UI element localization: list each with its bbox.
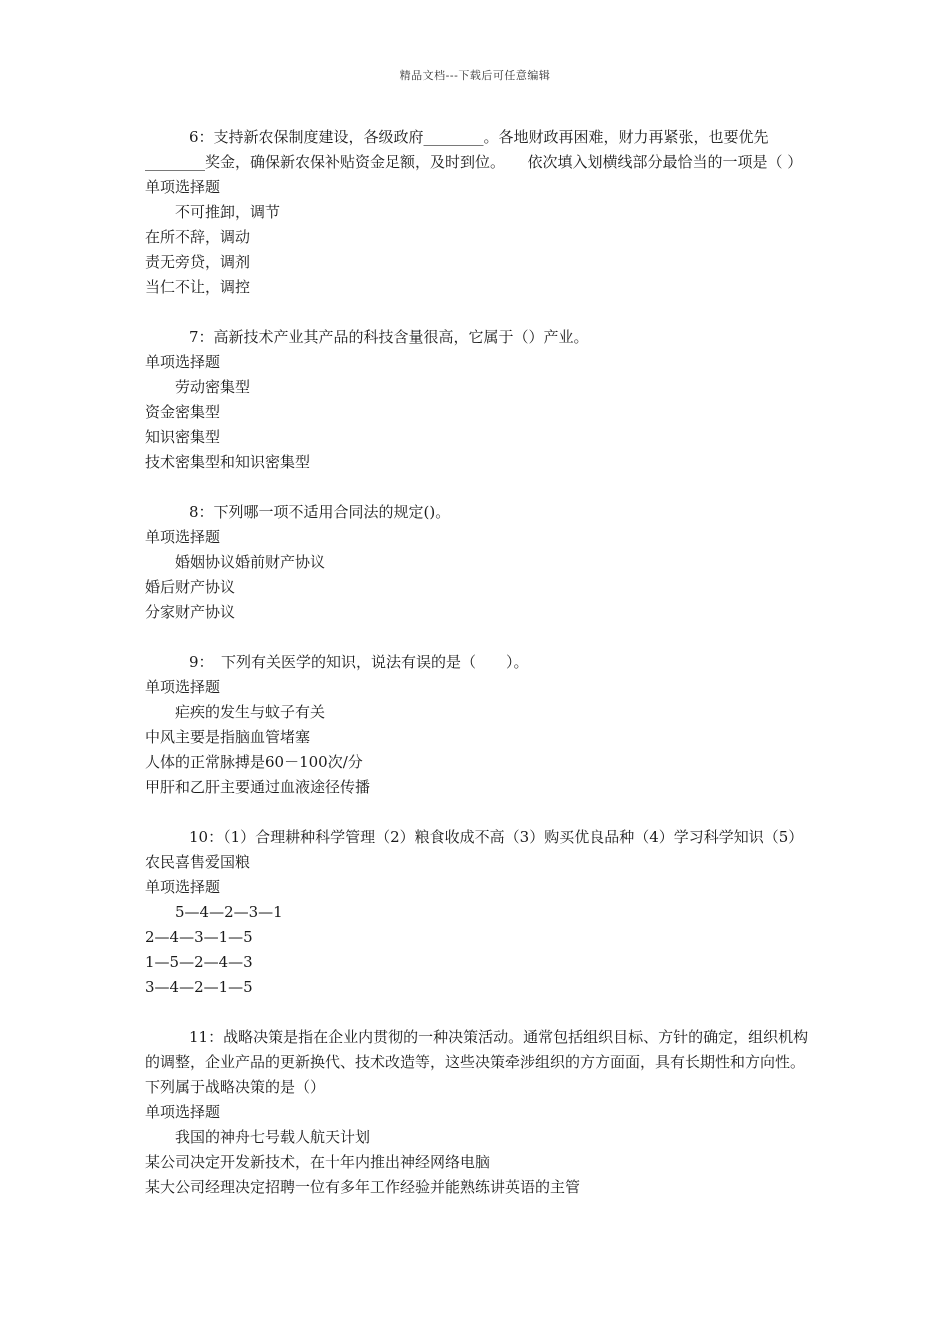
question-7 xyxy=(145,325,810,475)
option: 5—4—2—3—1 xyxy=(175,903,283,921)
page-header: 精品文档---下载后可任意编辑 xyxy=(399,69,551,82)
option: 我国的神舟七号载人航天计划 xyxy=(175,1128,371,1146)
question-stem: 9： 下列有关医学的知识，说法有误的是（ ）。 xyxy=(189,653,529,671)
option: 劳动密集型 xyxy=(175,378,251,396)
option: 1—5—2—4—3 xyxy=(145,953,253,971)
option: 婚后财产协议 xyxy=(145,578,236,596)
question-type: 单项选择题 xyxy=(145,1103,221,1121)
question-stem: 11：战略决策是指在企业内贯彻的一种决策活动。通常包括组织目标、方针的确定，组织机构的调整，企业产品的更新换代、技术改造等，这些决策牵涉组织的方方面面，具有长期性和方向性。下列属于战略决策的是（） xyxy=(145,1028,809,1096)
question-stem: 6：支持新农保制度建设，各级政府________。各地财政再困难，财力再紧张，也要优先________奖金，确保新农保补贴资金足额，及时到位。 依次填入划横线部分最恰当的一项是（ ） xyxy=(145,128,803,171)
question-list xyxy=(145,125,810,1225)
option: 资金密集型 xyxy=(145,403,221,421)
option: 在所不辞，调动 xyxy=(145,228,251,246)
question-6 xyxy=(145,125,810,300)
option: 2—4—3—1—5 xyxy=(145,928,253,946)
option: 当仁不让，调控 xyxy=(145,278,251,296)
option: 疟疾的发生与蚊子有关 xyxy=(175,703,326,721)
question-type: 单项选择题 xyxy=(145,178,221,196)
option: 某大公司经理决定招聘一位有多年工作经验并能熟练讲英语的主管 xyxy=(145,1178,581,1196)
question-type: 单项选择题 xyxy=(145,878,221,896)
option: 责无旁贷，调剂 xyxy=(145,253,251,271)
question-stem: 7：高新技术产业其产品的科技含量很高，它属于（）产业。 xyxy=(189,328,589,346)
question-stem: 10：（1）合理耕种科学管理（2）粮食收成不高（3）购买优良品种（4）学习科学知识（5）农民喜售爱国粮 xyxy=(145,828,804,871)
option: 甲肝和乙肝主要通过血液途径传播 xyxy=(145,778,371,796)
option: 知识密集型 xyxy=(145,428,221,446)
option: 技术密集型和知识密集型 xyxy=(145,453,311,471)
question-8 xyxy=(145,500,810,625)
option: 分家财产协议 xyxy=(145,603,236,621)
option: 3—4—2—1—5 xyxy=(145,978,253,996)
option: 婚姻协议婚前财产协议 xyxy=(175,553,326,571)
question-9 xyxy=(145,650,810,800)
question-11 xyxy=(145,1025,810,1200)
question-stem: 8：下列哪一项不适用合同法的规定()。 xyxy=(189,503,451,521)
question-type: 单项选择题 xyxy=(145,528,221,546)
question-type: 单项选择题 xyxy=(145,353,221,371)
option: 中风主要是指脑血管堵塞 xyxy=(145,728,311,746)
question-type: 单项选择题 xyxy=(145,678,221,696)
option: 人体的正常脉搏是60－100次/分 xyxy=(145,753,363,771)
question-10 xyxy=(145,825,810,1000)
option: 某公司决定开发新技术，在十年内推出神经网络电脑 xyxy=(145,1153,491,1171)
option: 不可推卸，调节 xyxy=(175,203,281,221)
